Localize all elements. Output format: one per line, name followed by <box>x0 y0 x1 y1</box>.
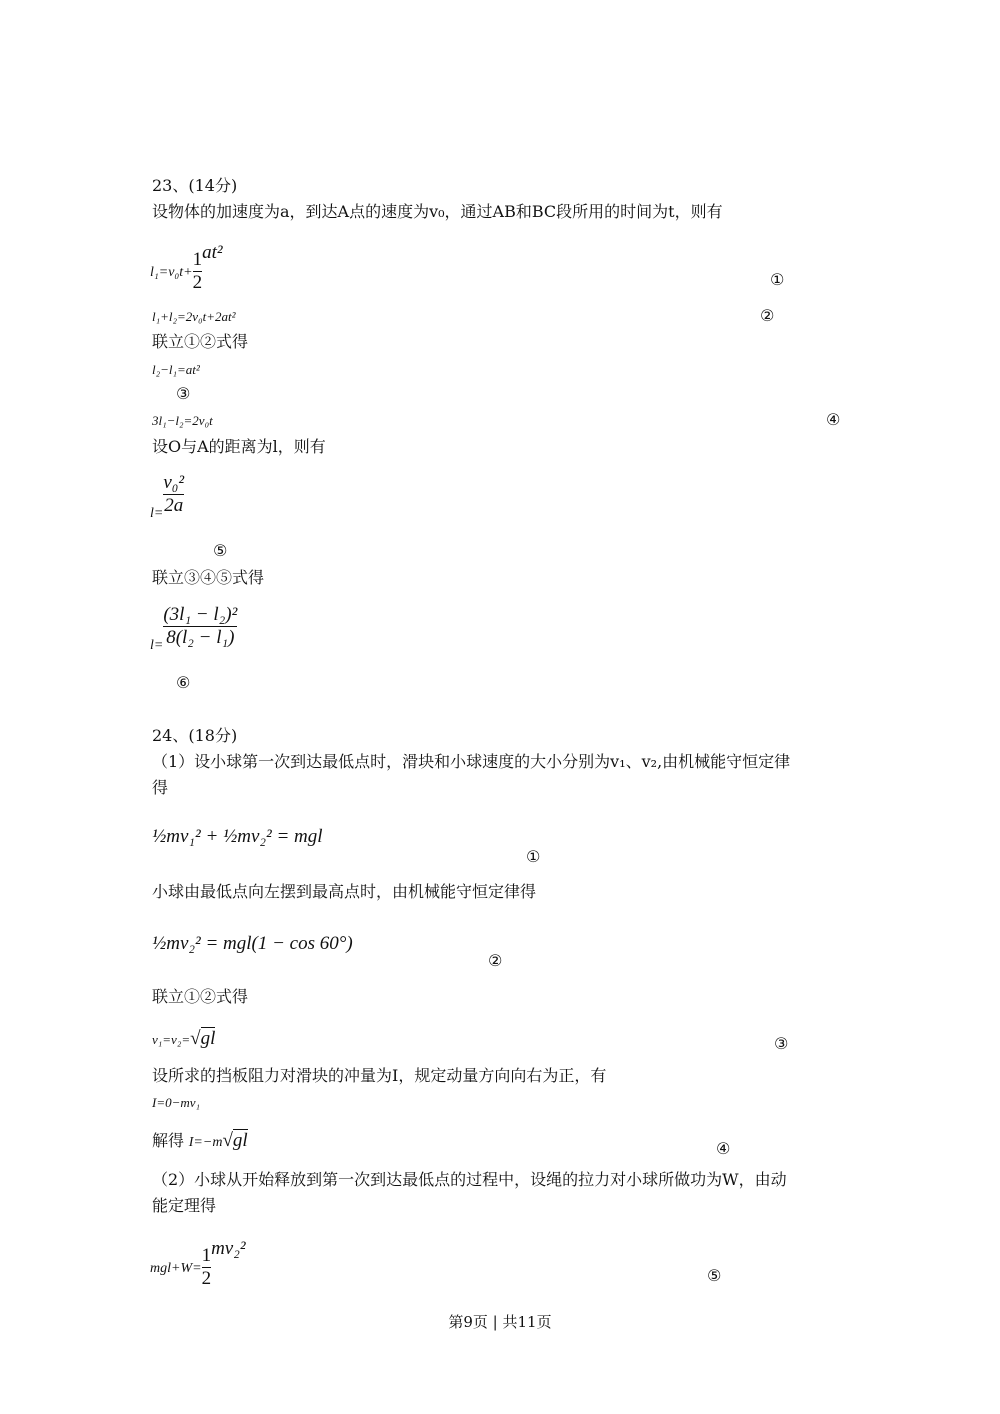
q23-eq6-frac <box>163 604 237 649</box>
page-footer: 第9页 | 共11页 <box>448 1313 552 1331</box>
q23-eq1-den: 2 <box>192 272 203 294</box>
q24-eq3-rad: gl <box>200 1028 216 1049</box>
q24-p2-line2: 能定理得 <box>152 1196 217 1215</box>
q23-eq5-tag: ⑤ <box>213 541 228 560</box>
q23-eq6-tag: ⑥ <box>176 673 191 692</box>
q23-eq4-tag: ④ <box>826 410 841 429</box>
q24-eq2 <box>152 933 353 955</box>
q23-eq2-tag: ② <box>760 306 775 325</box>
q24-eq1-tag: ① <box>526 847 541 866</box>
q24-eq3 <box>152 1028 215 1050</box>
q24-eq4-tag: ④ <box>716 1139 731 1158</box>
q23-eq5-lhs: l= <box>150 505 164 521</box>
q24-impulse: 设所求的挡板阻力对滑块的冲量为I，规定动量方向向右为正，有 <box>152 1066 607 1085</box>
q23-eq1-num: 1 <box>192 249 203 271</box>
q24-eq5-num: 1 <box>201 1245 212 1267</box>
q24-eq2-text: ½mv₂² = mgl(1 − cos 60°) <box>152 933 353 954</box>
q24-eq1 <box>152 826 323 848</box>
q24-eq1-text: ½mv₁² + ½mv₂² = mgl <box>152 826 323 847</box>
q23-intro: 设物体的加速度为a，到达A点的速度为v₀，通过AB和BC段所用的时间为t，则有 <box>152 202 723 221</box>
q24-eq2-tag: ② <box>488 951 503 970</box>
q24-eq-impulse: I=0−mv₁ <box>152 1095 201 1110</box>
q23-eq5-frac <box>163 472 184 517</box>
q23-eq5 <box>150 472 184 522</box>
q24-eq5-tail: mv₂² <box>211 1238 246 1259</box>
q24-solve-rad: gl <box>232 1130 248 1151</box>
q23-eq1-tail: at² <box>202 242 223 263</box>
q24-eq5-den: 2 <box>201 1268 212 1290</box>
q23-eq1-lhs: l₁=v₀t+ <box>150 265 193 280</box>
q23-eq5-den: 2a <box>164 495 184 516</box>
q24-swing: 小球由最低点向左摆到最高点时，由机械能守恒定律得 <box>152 882 537 901</box>
sqrt-sign-icon: √ <box>222 1130 233 1151</box>
q23-eq4: 3l₁−l₂=2v₀t <box>152 413 213 428</box>
q23-eq6-den: 8(l₂ − l₁) <box>166 627 235 648</box>
q23-combine2: 联立③④⑤式得 <box>152 568 265 587</box>
q24-eq3-tag: ③ <box>774 1034 789 1053</box>
q24-p2-line1: （2）小球从开始释放到第一次到达最低点的过程中，设绳的拉力对小球所做功为W，由动 <box>152 1170 787 1189</box>
q24-combine: 联立①②式得 <box>152 987 249 1006</box>
q23-set-o: 设O与A的距离为l，则有 <box>152 437 326 456</box>
q23-eq6 <box>150 604 237 654</box>
q23-eq1 <box>150 242 223 294</box>
q24-solve-prefix: 解得 <box>152 1131 185 1150</box>
q23-eq1-tag: ① <box>770 270 785 289</box>
q24-eq5-lhs: mgl+W= <box>150 1261 202 1276</box>
q23-eq6-lhs: l= <box>150 637 164 653</box>
q24-p1-line1: （1）设小球第一次到达最低点时，滑块和小球速度的大小分别为v₁、v₂,由机械能守恒定律 <box>152 752 791 771</box>
sqrt-sign-icon: √ <box>190 1028 201 1049</box>
q23-eq6-num: (3l₁ − l₂)² <box>163 604 238 625</box>
q23-combine1: 联立①②式得 <box>152 332 249 351</box>
q23-eq3-tag: ③ <box>176 384 191 403</box>
q24-eq5 <box>150 1238 246 1290</box>
q23-eq2: l₁+l₂=2v₀t+2at² <box>152 309 236 324</box>
q24-solve <box>152 1130 248 1152</box>
q24-title: 24、(18分) <box>152 726 238 745</box>
q24-eq3-lhs: v₁=v₂= <box>152 1032 191 1047</box>
q23-title: 23、(14分) <box>152 176 238 195</box>
q24-p1-line2: 得 <box>152 778 169 797</box>
q24-eq5-tag: ⑤ <box>707 1266 722 1285</box>
q24-solve-lhs: I=−m <box>188 1135 223 1150</box>
q23-eq3: l₂−l₁=at² <box>152 362 200 377</box>
q23-eq5-num: v₀² <box>163 472 185 493</box>
q23-eq1-frac <box>193 249 203 294</box>
q24-eq5-frac <box>202 1245 212 1290</box>
